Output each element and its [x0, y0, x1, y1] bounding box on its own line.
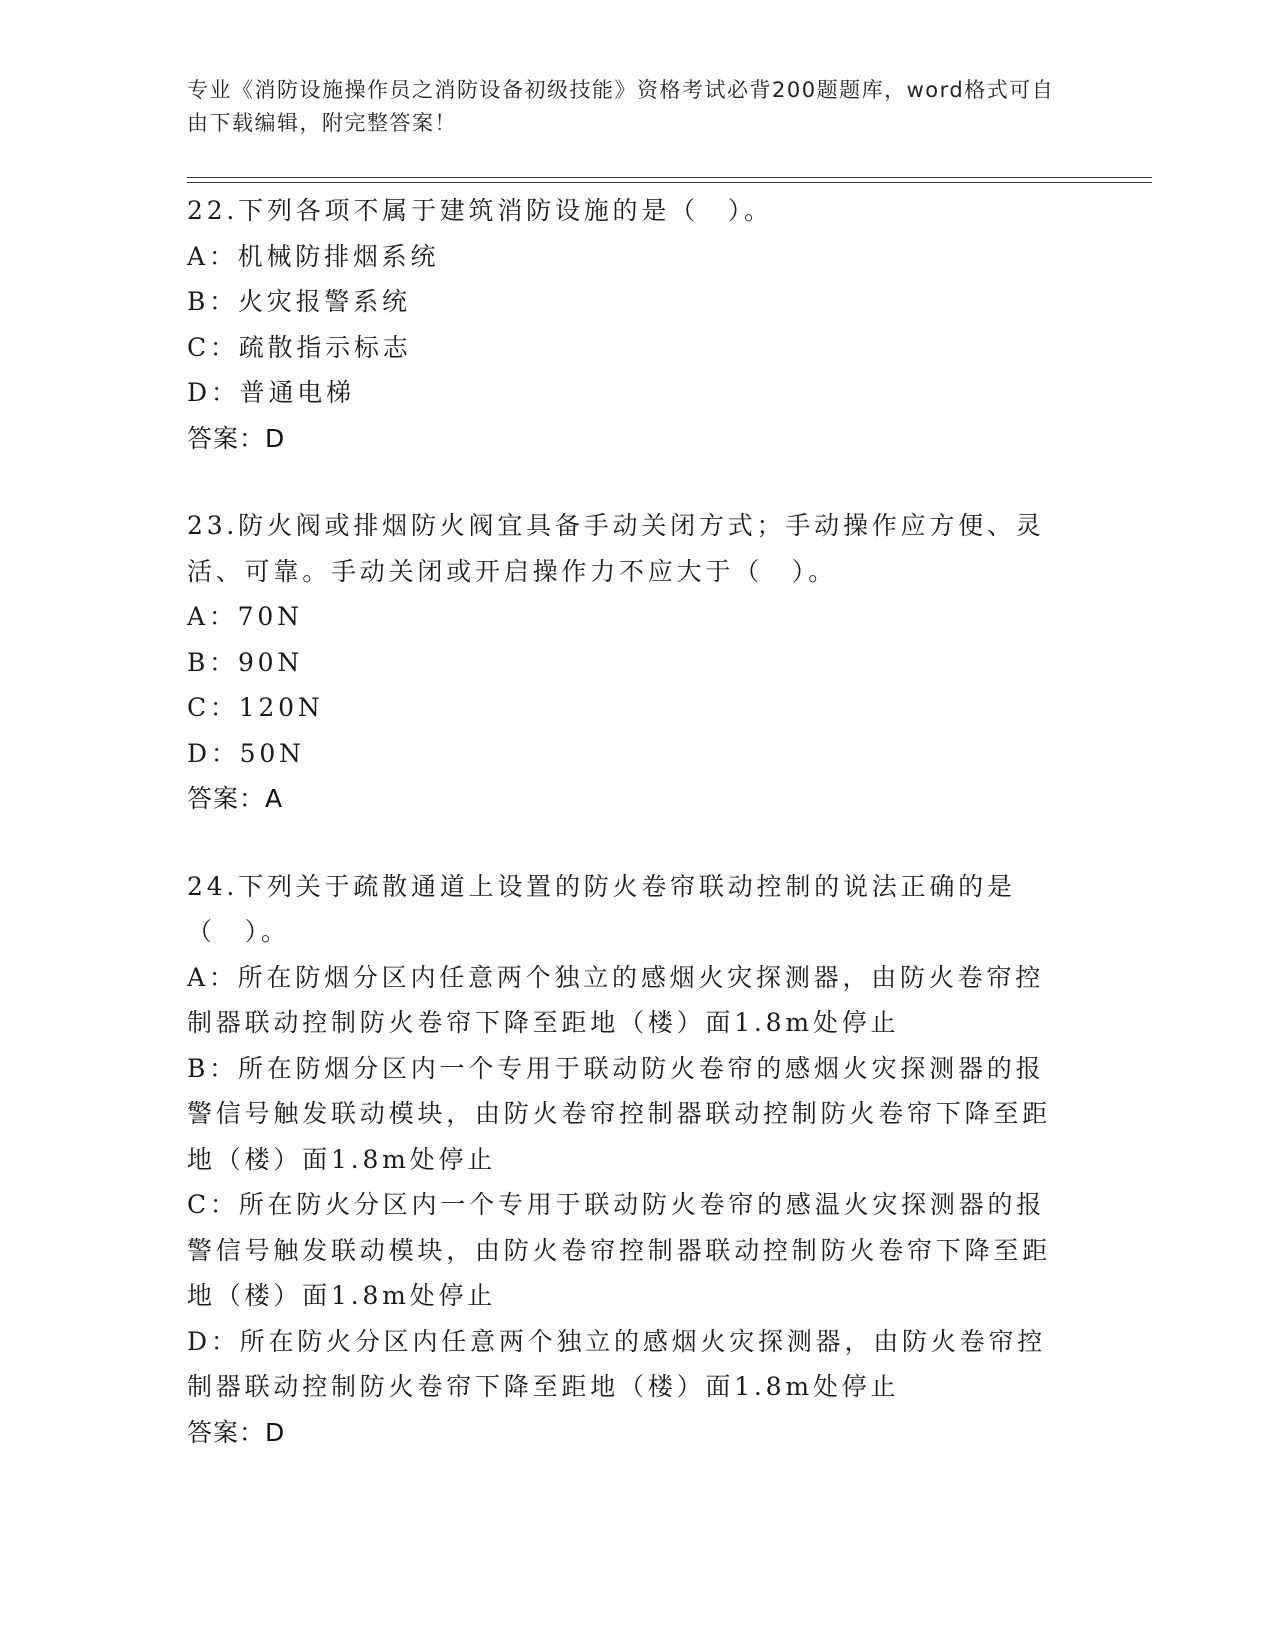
option-b: B：火灾报警系统 [187, 287, 411, 316]
option-a: A：70N [187, 602, 303, 631]
answer-label: 答案：D [187, 1417, 286, 1447]
question-stem: 23.防火阀或排烟防火阀宜具备手动关闭方式；手动操作应方便、灵活、可靠。手动关闭或开启操作力不应大于（ ）。 [187, 511, 1045, 586]
question-22 [187, 188, 1072, 461]
option-d: D：普通电梯 [187, 378, 355, 407]
option-b: B：90N [187, 647, 304, 677]
option-c: C：疏散指示标志 [187, 332, 412, 362]
option-c: C：所在防火分区内一个专用于联动防火卷帘的感温火灾探测器的报警信号触发联动模块，由防火卷帘控制器联动控制防火卷帘下降至距地（楼）面1.8m处停止 [187, 1190, 1052, 1310]
option-b: B：所在防烟分区内一个专用于联动防火卷帘的感烟火灾探测器的报警信号触发联动模块，由防火卷帘控制器联动控制防火卷帘下降至距地（楼）面1.8m处停止 [187, 1053, 1052, 1174]
option-d: D：50N [187, 738, 305, 768]
answer-label: 答案：D [187, 423, 286, 453]
option-d: D：所在防火分区内任意两个独立的感烟火灾探测器，由防火卷帘控制器联动控制防火卷帘下降至距地（楼）面1.8m处停止 [187, 1326, 1047, 1401]
header-divider-bottom [187, 182, 1152, 183]
question-stem: 24.下列关于疏散通道上设置的防火卷帘联动控制的说法正确的是（ ）。 [187, 871, 1016, 946]
header-divider-top [187, 177, 1152, 178]
document-header: 专业《消防设施操作员之消防设备初级技能》资格考试必背200题题库，word格式可自由下载编辑，附完整答案！ [187, 78, 1055, 135]
question-24 [187, 864, 1072, 1456]
option-a: A：所在防烟分区内任意两个独立的感烟火灾探测器，由防火卷帘控制器联动控制防火卷帘下降至距地（楼）面1.8m处停止 [187, 962, 1045, 1037]
question-list [187, 188, 1072, 1497]
option-c: C：120N [187, 693, 324, 722]
option-a: A：机械防排烟系统 [187, 241, 440, 271]
question-23 [187, 503, 1072, 822]
question-stem: 22.下列各项不属于建筑消防设施的是（ ）。 [187, 196, 773, 225]
answer-label: 答案：A [187, 784, 284, 813]
